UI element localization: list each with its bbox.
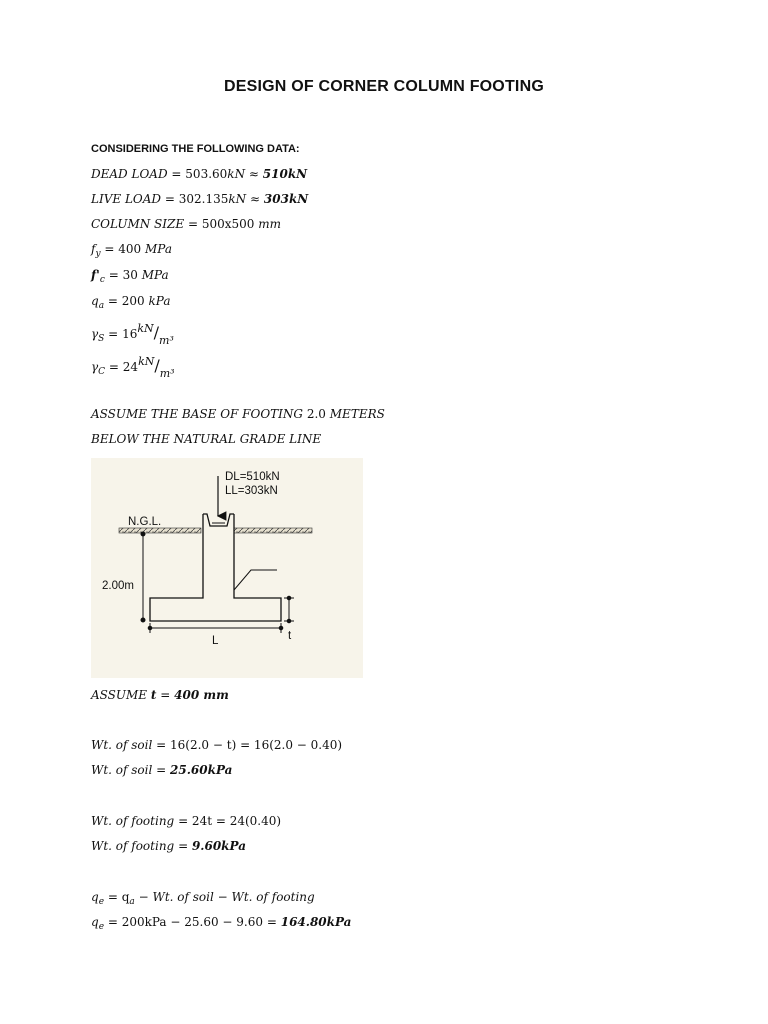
soil-weight-result [91,763,232,777]
footing-weight-label: Wt. of footing [91,814,175,828]
soil-weight-formula [91,738,342,752]
soil-weight-label: Wt. of soil [91,738,153,752]
gamma-c-subscript: C [98,367,106,377]
equals-sign: = [108,327,119,341]
dead-load-design: 510kN [262,167,308,181]
footing-weight-expression: = 24t = 24(0.40) [178,814,282,828]
depth-dimension [141,532,145,622]
live-load-label: LIVE LOAD [91,192,162,206]
natural-grade-line [119,528,312,533]
qe-subscript: e [98,897,105,907]
ll-label: LL=303kN [225,485,278,497]
qa-unit: kPa [148,294,171,308]
qa-symbol: q [91,294,99,308]
assume-t-value: 400 mm [174,688,229,702]
fraction-slash: / [154,356,160,375]
equals-sign: = [178,839,189,853]
gamma-c-line [91,355,175,380]
live-load-unit: kN [228,192,247,206]
qe-subscript: e [98,922,105,932]
thickness-dimension [284,596,294,623]
assume-base-text-2: BELOW THE NATURAL GRADE LINE [91,432,322,446]
gamma-s-unit-numerator: kN [137,322,154,335]
dead-load-label: DEAD LOAD [91,167,168,181]
column-size-leader [234,570,277,590]
assume-t-line [91,688,229,702]
fy-line [91,242,172,259]
depth-label: 2.00m [102,580,134,592]
assume-base-line-1 [91,407,385,421]
soil-weight-value: 25.60kPa [170,763,233,777]
fraction-slash: / [153,323,160,342]
footing-diagram [91,458,363,678]
fy-symbol: f [91,242,96,256]
footing-section-figure [91,458,363,678]
column-size-unit: mm [258,217,281,231]
footing-weight-label: Wt. of footing [91,839,175,853]
live-load-design: 303kN [263,192,309,206]
qa-line [91,294,170,311]
gamma-s-value: 16 [122,327,138,341]
soil-weight-label: Wt. of soil [91,763,153,777]
gamma-c-symbol: γ [91,360,99,374]
qa-subscript: a [98,301,105,311]
t-label: t [288,630,292,642]
dl-label: DL=510kN [225,471,280,483]
fc-unit: MPa [141,268,169,282]
fy-unit: MPa [145,242,172,256]
width-dimension [148,623,283,633]
fy-value: 400 [118,242,142,256]
qe-expression-start: = q [107,890,130,904]
gamma-c-value: 24 [122,360,139,374]
equals-sign: = [108,268,119,282]
approx-sign: ≈ [248,167,259,181]
assume-t-text: ASSUME [91,688,148,702]
assume-base-text: ASSUME THE BASE OF FOOTING [91,407,304,421]
assume-base-value: 2.0 [306,407,326,421]
effective-pressure-result [91,915,351,932]
qe-symbol: q [91,890,99,904]
document-title: DESIGN OF CORNER COLUMN FOOTING [224,78,544,95]
equals-sign: = [156,763,167,777]
qa-subscript: a [129,897,135,907]
equals-sign: = [187,217,198,231]
soil-weight-expression: = 16(2.0 − t) = 16(2.0 − 0.40) [156,738,343,752]
assume-base-unit: METERS [329,407,385,421]
equals-sign: = [107,294,118,308]
ngl-label: N.G.L. [128,516,162,528]
equals-sign: = [160,688,171,702]
intro-heading: CONSIDERING THE FOLLOWING DATA: [91,143,300,155]
gamma-c-unit-numerator: kN [138,355,155,368]
gamma-s-unit-denominator: m³ [159,334,174,347]
dead-load-unit: kN [227,167,246,181]
gamma-s-subscript: S [98,334,105,344]
footing-weight-formula [91,814,281,828]
gamma-c-unit-denominator: m³ [159,367,175,380]
fy-subscript: y [95,249,101,259]
fc-value: 30 [122,268,138,282]
approx-sign: ≈ [250,192,261,206]
column-size-value: 500x500 [201,217,255,231]
equals-sign: = [164,192,175,206]
assume-base-line-2 [91,432,321,446]
qe-expression-end: − Wt. of soil − Wt. of footing [138,890,315,904]
equals-sign: = [171,167,182,181]
equals-sign: = [104,242,115,256]
qe-expression: = 200kPa − 25.60 − 9.60 = [107,915,277,929]
l-label: L [212,635,219,647]
fc-line [91,268,169,285]
dead-load-line [91,167,307,181]
live-load-line [91,192,308,206]
assume-t-variable: t [150,688,157,702]
equals-sign: = [108,360,119,374]
dead-load-value: 503.60 [185,167,228,181]
fc-symbol: f' [91,268,100,282]
effective-pressure-formula [91,890,315,907]
qa-value: 200 [121,294,145,308]
gamma-s-symbol: γ [91,327,99,341]
footing-weight-result [91,839,246,853]
column-size-label: COLUMN SIZE [91,217,185,231]
live-load-value: 302.135 [178,192,229,206]
gamma-s-line [91,322,174,347]
qe-symbol: q [91,915,99,929]
fc-subscript: c [99,275,105,285]
footing-weight-value: 9.60kPa [191,839,246,853]
qe-value: 164.80kPa [280,915,352,929]
column-size-line [91,217,281,231]
